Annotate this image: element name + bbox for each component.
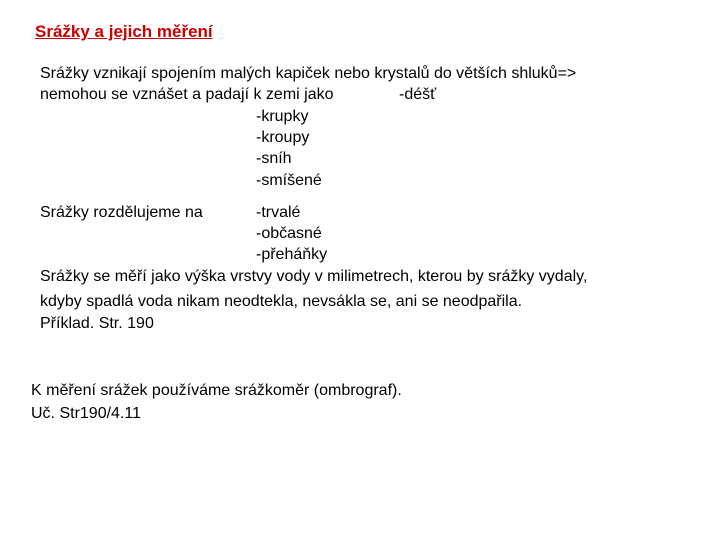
precipitation-form-snow: -sníh <box>256 150 292 167</box>
precipitation-form-mixed: -smíšené <box>256 172 322 189</box>
instrument-line-2: Uč. Str190/4.11 <box>31 405 141 422</box>
measurement-example: Příklad. Str. 190 <box>40 315 154 332</box>
precipitation-form-graupel: -krupky <box>256 108 309 125</box>
measurement-line-2: kdyby spadlá voda nikam neodtekla, nevsákla se, ani se neodpařila. <box>40 293 523 310</box>
intro-line-1: Srážky vznikají spojením malých kapiček nebo krystalů do větších shluků=> <box>40 65 577 82</box>
division-type-permanent: -trvalé <box>256 204 301 221</box>
division-type-showers: -přeháňky <box>256 246 328 263</box>
precipitation-form-hail: -kroupy <box>256 129 310 146</box>
instrument-line-1: K měření srážek používáme srážkoměr (ombrograf). <box>31 382 402 399</box>
intro-line-2: nemohou se vznášet a padají k zemi jako <box>40 86 334 103</box>
page-title: Srážky a jejich měření <box>35 22 213 41</box>
division-label: Srážky rozdělujeme na <box>40 204 203 221</box>
division-type-occasional: -občasné <box>256 225 322 242</box>
precipitation-form-rain: -déšť <box>399 86 437 103</box>
measurement-line-1: Srážky se měří jako výška vrstvy vody v milimetrech, kterou by srážky vydaly, <box>40 268 588 285</box>
